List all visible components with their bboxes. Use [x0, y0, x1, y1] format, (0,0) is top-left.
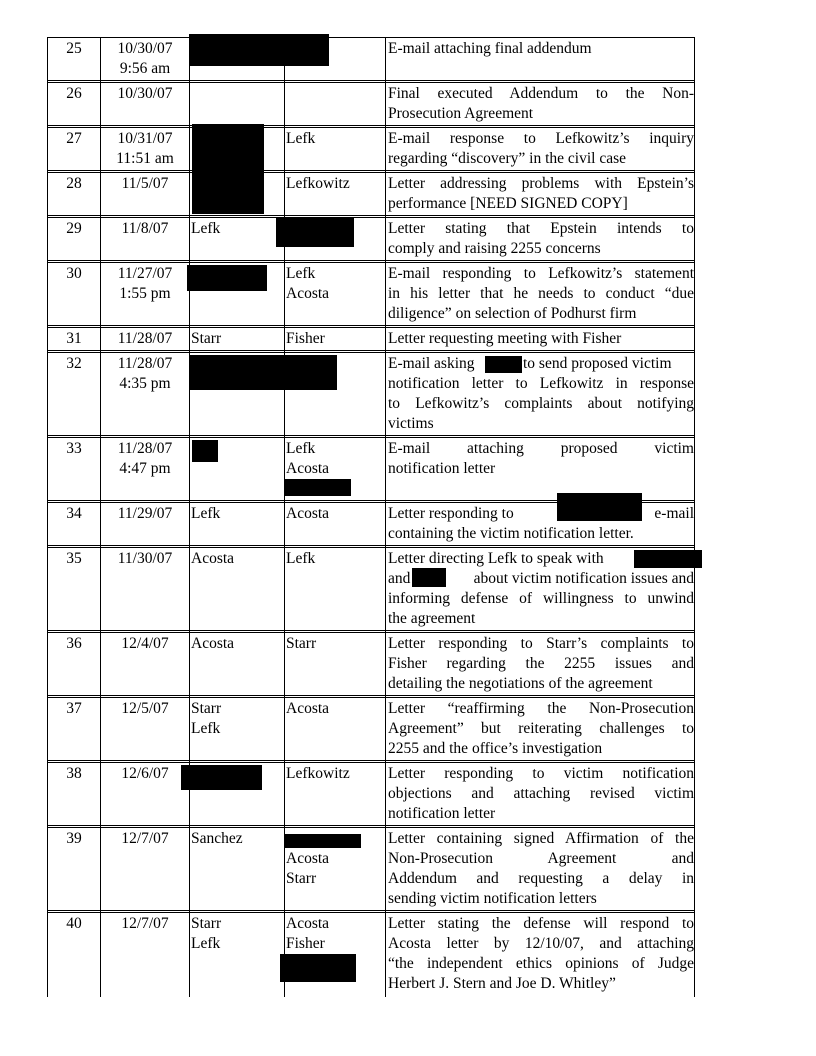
row-to: Acosta [286, 915, 330, 932]
table-row-rule [47, 350, 695, 351]
redaction-block [557, 493, 642, 521]
row-from: Starr [191, 700, 222, 717]
row-from: Acosta [191, 550, 235, 567]
description-line: victims [388, 415, 434, 432]
table-row-rule [47, 762, 695, 763]
row-to: Lefk [286, 265, 316, 282]
table-row-rule [47, 325, 695, 326]
description-fragment: and [388, 570, 411, 587]
description-line: objections and attaching revised victim [388, 785, 694, 802]
row-date: 10/31/07 [117, 130, 173, 147]
table-row-rule [47, 695, 695, 696]
row-number: 37 [66, 700, 82, 717]
row-date: 11/28/07 [117, 355, 173, 372]
row-description [388, 914, 694, 994]
description-line: 2255 and the office’s investigation [388, 740, 603, 757]
row-description [388, 129, 694, 169]
description-line: Letter requesting meeting with Fisher [388, 330, 622, 347]
row-number: 31 [66, 330, 82, 347]
description-line: performance [NEED SIGNED COPY] [388, 195, 628, 212]
table-row-rule [47, 125, 695, 126]
table-row-rule [47, 632, 695, 633]
description-fragment: about victim notification issues and [473, 570, 694, 587]
description-fragment: E-mail asking [388, 355, 475, 372]
row-from: Lefk [191, 220, 221, 237]
row-description [388, 174, 694, 214]
redaction-block [284, 479, 351, 496]
description-line: Letter containing signed Affirmation of the [388, 830, 694, 847]
row-number: 39 [66, 830, 82, 847]
table-row-rule [47, 547, 695, 548]
description-line: Herbert J. Stern and Joe D. Whitley” [388, 975, 616, 992]
row-date: 12/6/07 [121, 765, 169, 782]
redaction-block [280, 954, 356, 982]
row-description [388, 264, 694, 324]
description-line: Non-Prosecution Agreement and [388, 850, 694, 867]
table-row-rule [47, 37, 695, 38]
table-row-rule [47, 912, 695, 913]
row-to: Acosta [286, 285, 330, 302]
table-row-rule [47, 217, 695, 218]
row-number: 32 [66, 355, 82, 372]
row-description [388, 354, 694, 434]
description-line: Letter responding to victim notification [388, 765, 694, 782]
description-line: Letter “reaffirming the Non-Prosecution [388, 700, 694, 717]
row-from: Starr [191, 330, 222, 347]
row-time: 4:47 pm [119, 460, 171, 477]
table-row-rule [47, 825, 695, 826]
description-fragment: to send proposed victim [523, 355, 672, 372]
row-time: 4:35 pm [119, 375, 171, 392]
description-line: to Lefkowitz’s complaints about notifying [388, 395, 694, 412]
table-row-rule [47, 545, 695, 546]
redaction-block [192, 169, 264, 214]
row-number: 33 [66, 440, 82, 457]
description-line: Fisher regarding the 2255 issues and [388, 655, 694, 672]
description-fragment: e-mail [654, 505, 694, 522]
table-row-rule [47, 127, 695, 128]
row-date: 11/28/07 [117, 440, 173, 457]
row-from: Sanchez [191, 830, 243, 847]
table-row-rule [47, 435, 695, 436]
row-to: Lefk [286, 440, 316, 457]
row-from: Acosta [191, 635, 235, 652]
redaction-block [189, 34, 329, 66]
row-number: 35 [66, 550, 82, 567]
row-date: 11/30/07 [117, 550, 173, 567]
row-from: Lefk [191, 935, 221, 952]
row-number: 28 [66, 175, 82, 192]
row-to: Acosta [286, 460, 330, 477]
table-row-rule [47, 82, 695, 83]
redaction-block [192, 124, 264, 171]
row-time: 9:56 am [119, 60, 171, 77]
table-column-rule [284, 37, 285, 997]
table-row-rule [47, 260, 695, 261]
redaction-block [485, 356, 522, 373]
table-row-rule [47, 215, 695, 216]
description-line: the agreement [388, 610, 476, 627]
description-line: E-mail response to Lefkowitz’s inquiry [388, 130, 694, 147]
table-row-rule [47, 352, 695, 353]
row-number: 36 [66, 635, 82, 652]
description-line: Addendum and requesting a delay in [388, 870, 694, 887]
row-to: Fisher [286, 935, 325, 952]
description-line: containing the victim notification letter. [388, 525, 634, 542]
table-column-rule [385, 37, 386, 997]
row-description [388, 329, 694, 349]
row-time: 11:51 am [116, 150, 174, 167]
row-description [388, 699, 694, 759]
description-line: Letter responding to Starr’s complaints to [388, 635, 694, 652]
row-date: 12/4/07 [121, 635, 169, 652]
row-number: 38 [66, 765, 82, 782]
table-row-rule [47, 80, 695, 81]
description-line: Prosecution Agreement [388, 105, 534, 122]
description-line: sending victim notification letters [388, 890, 597, 907]
row-to: Lefk [286, 130, 316, 147]
table-row-rule [47, 630, 695, 631]
table-row-rule [47, 697, 695, 698]
description-fragment: Letter responding to [388, 505, 514, 522]
description-line: Acosta letter by 12/10/07, and attaching [388, 935, 694, 952]
row-date: 12/7/07 [121, 830, 169, 847]
row-date: 12/5/07 [121, 700, 169, 717]
row-number: 40 [66, 915, 82, 932]
table-row-rule [47, 170, 695, 171]
table-row-rule [47, 327, 695, 328]
redaction-block [189, 355, 337, 390]
row-description [388, 439, 694, 479]
row-from: Starr [191, 915, 222, 932]
row-to: Fisher [286, 330, 325, 347]
row-date: 11/5/07 [121, 175, 169, 192]
redaction-block [634, 550, 702, 568]
row-to: Acosta [286, 505, 330, 522]
description-line: Letter stating the defense will respond to [388, 915, 694, 932]
redaction-block [284, 834, 361, 848]
table-column-rule [694, 37, 695, 997]
table-row-rule [47, 827, 695, 828]
row-to: Starr [286, 635, 317, 652]
row-date: 10/30/07 [117, 40, 173, 57]
row-to: Lefkowitz [286, 175, 350, 192]
description-line: Agreement” but reiterating challenges to [388, 720, 694, 737]
row-number: 30 [66, 265, 82, 282]
description-line: notification letter [388, 805, 496, 822]
description-line: Final executed Addendum to the Non- [388, 85, 694, 102]
row-number: 27 [66, 130, 82, 147]
redaction-block [412, 568, 446, 587]
table-column-rule [189, 37, 190, 997]
description-line: notification letter [388, 460, 496, 477]
description-fragment: Letter directing Lefk to speak with [388, 550, 604, 567]
description-line [388, 354, 694, 374]
row-to: Lefkowitz [286, 765, 350, 782]
description-line: comply and raising 2255 concerns [388, 240, 601, 257]
table-row-rule [47, 910, 695, 911]
row-date: 10/30/07 [117, 85, 173, 102]
description-line: diligence” on selection of Podhurst firm [388, 305, 637, 322]
description-line: notification letter to Lefkowitz in response [388, 375, 694, 392]
row-date: 11/8/07 [121, 220, 169, 237]
row-from: Lefk [191, 720, 221, 737]
row-from: Lefk [191, 505, 221, 522]
row-time: 1:55 pm [119, 285, 171, 302]
row-to: Acosta [286, 850, 330, 867]
description-line: regarding “discovery” in the civil case [388, 150, 626, 167]
table-row-rule [47, 172, 695, 173]
row-description [388, 504, 694, 544]
row-to: Lefk [286, 550, 316, 567]
description-line: “the independent ethics opinions of Judge [388, 955, 694, 972]
redaction-block [192, 440, 218, 462]
redaction-block [187, 265, 267, 291]
table-row-rule [47, 262, 695, 263]
description-line: Letter addressing problems with Epstein’s [388, 175, 694, 192]
table-row-rule [47, 437, 695, 438]
row-number: 34 [66, 505, 82, 522]
description-line [388, 504, 694, 524]
row-date: 11/27/07 [117, 265, 173, 282]
table-row-rule [47, 760, 695, 761]
row-number: 29 [66, 220, 82, 237]
description-line: in his letter that he needs to conduct “due [388, 285, 694, 302]
row-description [388, 84, 694, 124]
redaction-block [276, 217, 354, 247]
row-description [388, 634, 694, 694]
description-line: E-mail attaching final addendum [388, 40, 592, 57]
row-description [388, 764, 694, 824]
description-line: informing defense of willingness to unwind [388, 590, 694, 607]
row-description [388, 219, 694, 259]
redaction-block [181, 765, 262, 790]
row-number: 25 [66, 40, 82, 57]
row-to: Starr [286, 870, 317, 887]
description-line: E-mail responding to Lefkowitz’s statement [388, 265, 694, 282]
description-line: E-mail attaching proposed victim [388, 440, 694, 457]
row-to: Acosta [286, 700, 330, 717]
row-description [388, 39, 694, 59]
row-date: 12/7/07 [121, 915, 169, 932]
row-description [388, 829, 694, 909]
row-date: 11/29/07 [117, 505, 173, 522]
row-date: 11/28/07 [117, 330, 173, 347]
description-line: Letter stating that Epstein intends to [388, 220, 694, 237]
row-number: 26 [66, 85, 82, 102]
description-line: detailing the negotiations of the agreement [388, 675, 653, 692]
